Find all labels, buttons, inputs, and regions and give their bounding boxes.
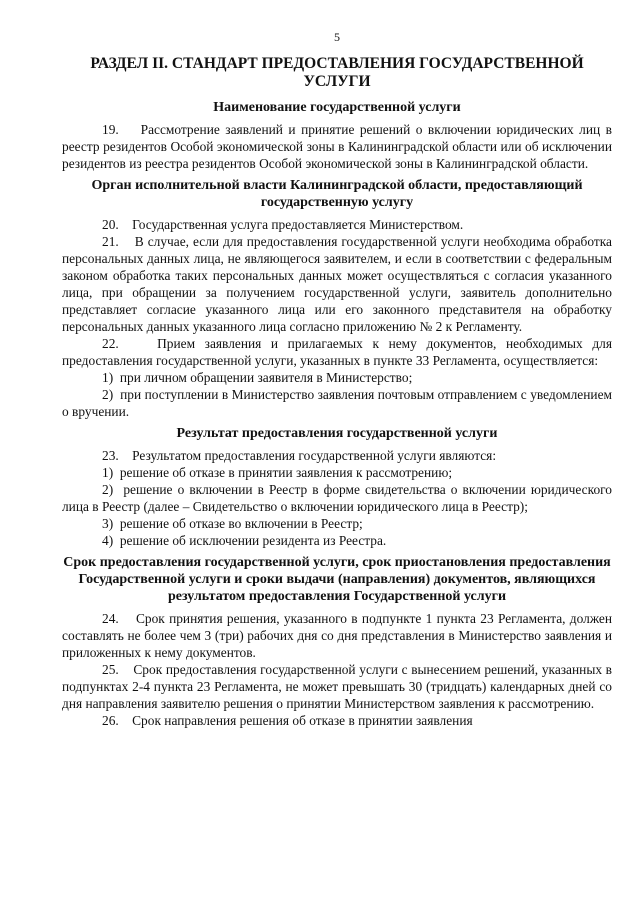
- paragraph: 1) решение об отказе в принятии заявления к рассмотрению;: [102, 465, 453, 480]
- paragraph: 1) при личном обращении заявителя в Министерство;: [102, 370, 413, 385]
- section-title: РАЗДЕЛ II. СТАНДАРТ ПРЕДОСТАВЛЕНИЯ ГОСУДАРСТВЕННОЙ УСЛУГИ: [90, 55, 584, 90]
- document-page: [62, 30, 612, 729]
- paragraph: 21. В случае, если для предоставления государственной услуги необходима обработка персональных данных лица, не являющегося заявителем, и если в соответствии с федеральным законом обработка таких персональных данных может осуществляться с согласия указанного лица, при обращении за получением государственной услуги, заявитель дополнительно представляет согласие указанного лица или его законного представителя на обработку персональных данных указанного лица согласно приложению № 2 к Регламенту.: [62, 234, 612, 334]
- subsection-heading: Результат предоставления государственной услуги: [176, 426, 498, 441]
- paragraph: 25. Срок предоставления государственной услуги с вынесением решений, указанных в подпунктах 2-4 пункта 23 Регламента, не может превышать 30 (тридцать) календарных дней со дня направления заявителю решения о принятии Министерством заявления к рассмотрению.: [62, 662, 612, 711]
- paragraph: 22. Прием заявления и прилагаемых к нему документов, необходимых для предоставления государственной услуги, указанных в пункте 33 Регламента, осуществляется:: [62, 336, 612, 368]
- subsection-heading: Срок предоставления государственной услуги, срок приостановления предоставления Государственной услуги и сроки выдачи (направления) документов, являющихся результатом предоставления Государственной услуги: [63, 555, 611, 604]
- subsection-heading: Наименование государственной услуги: [213, 100, 461, 115]
- subsection-heading: Орган исполнительной власти Калининградской области, предоставляющий государственную услугу: [91, 178, 583, 210]
- paragraph: 24. Срок принятия решения, указанного в подпункте 1 пункта 23 Регламента, должен составлять не более чем 3 (три) рабочих дня со дня представления в Министерство заявления и приложенных к нему документов.: [62, 611, 612, 660]
- paragraph: 3) решение об отказе во включении в Реестр;: [102, 516, 363, 531]
- paragraph: 23. Результатом предоставления государственной услуги являются:: [102, 448, 497, 463]
- paragraph: 2) при поступлении в Министерство заявления почтовым отправлением с уведомлением о вручении.: [62, 387, 612, 419]
- paragraph: 4) решение об исключении резидента из Реестра.: [102, 533, 387, 548]
- document-body: [62, 99, 612, 729]
- paragraph: 20. Государственная услуга предоставляется Министерством.: [102, 217, 464, 232]
- page-number: 5: [334, 30, 340, 44]
- paragraph: 2) решение о включении в Реестр в форме свидетельства о включении юридического лица в Реестр (далее – Свидетельство о включении юридического лица в Реестр);: [62, 482, 612, 514]
- paragraph: 26. Срок направления решения об отказе в принятии заявления: [102, 713, 473, 728]
- paragraph: 19. Рассмотрение заявлений и принятие решений о включении юридических лиц в реестр резидентов Особой экономической зоны в Калининградской области или об исключении резидентов из реестра резидентов Особой экономической зоны в Калининградской области.: [62, 122, 612, 171]
